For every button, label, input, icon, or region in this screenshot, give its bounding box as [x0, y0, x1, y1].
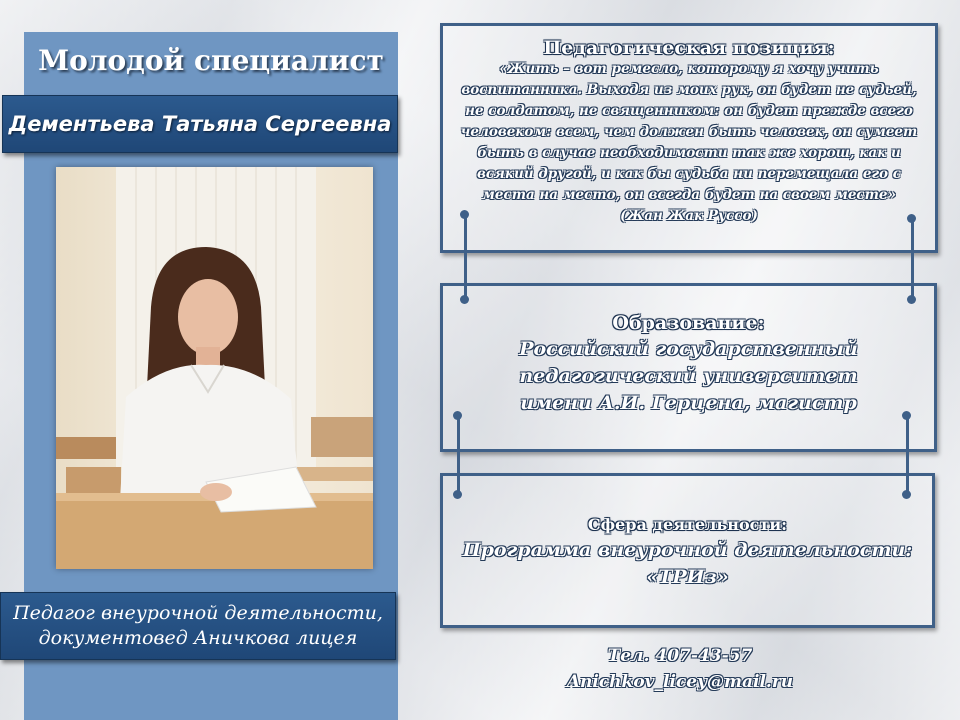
connector-dot: [460, 295, 469, 304]
connector-dot: [460, 210, 469, 219]
quote-line: места на место, он всегда будет на своем месте»: [482, 187, 896, 203]
teacher-name: Дементьева Татьяна Сергеевна: [8, 112, 392, 136]
name-banner: [2, 95, 398, 153]
quote-line: человеком: всем, чем должен быть человек, он сумеет: [460, 124, 918, 140]
activity-heading: Сфера деятельности:: [587, 515, 788, 534]
connector-dot: [907, 214, 916, 223]
education-heading: Образование:: [612, 312, 765, 334]
role-line: Педагог внеурочной деятельности,: [13, 602, 383, 624]
page-title: Молодой специалист: [38, 44, 384, 77]
role-banner: [0, 592, 396, 660]
contact-phone: Тел. 407-43-57: [607, 646, 753, 666]
connector-line: [457, 415, 460, 495]
quote-line: быть в случае необходимости так же хорош, как и: [477, 145, 901, 161]
quote-line: не солдатом, не священником: он будет прежде всего: [465, 103, 913, 119]
quote-line: воспитанника. Выходя из моих рук, он будет не судьей,: [461, 82, 917, 98]
connector-line: [464, 214, 467, 300]
activity-box: [440, 473, 935, 628]
education-box: [440, 283, 937, 452]
connector-line: [906, 415, 909, 495]
pedagogical-position-box: [440, 23, 938, 253]
quote-line: всякий другой, и как бы судьба ни перемещала его с: [477, 166, 901, 182]
connector-dot: [902, 490, 911, 499]
education-line: Российский государственный: [519, 338, 858, 360]
activity-line: Программа внеурочной деятельности:: [462, 539, 913, 561]
connector-line: [911, 218, 914, 300]
quote-author: (Жан Жак Руссо): [620, 208, 758, 224]
connector-dot: [902, 411, 911, 420]
contact-email: Anichkov_licey@mail.ru: [566, 672, 794, 692]
education-line: педагогический университет: [519, 365, 858, 387]
connector-dot: [453, 411, 462, 420]
photo-illustration: [56, 167, 373, 569]
connector-dot: [453, 490, 462, 499]
teacher-photo: [56, 167, 373, 569]
connector-dot: [907, 295, 916, 304]
quote-line: «Жить – вот ремесло, которому я хочу учить: [499, 61, 879, 77]
activity-line: «ТРИз»: [646, 566, 729, 588]
position-heading: Педагогическая позиция:: [543, 37, 835, 59]
education-line: имени А.И. Герцена, магистр: [520, 392, 857, 414]
role-line: документовед Аничкова лицея: [38, 627, 358, 649]
